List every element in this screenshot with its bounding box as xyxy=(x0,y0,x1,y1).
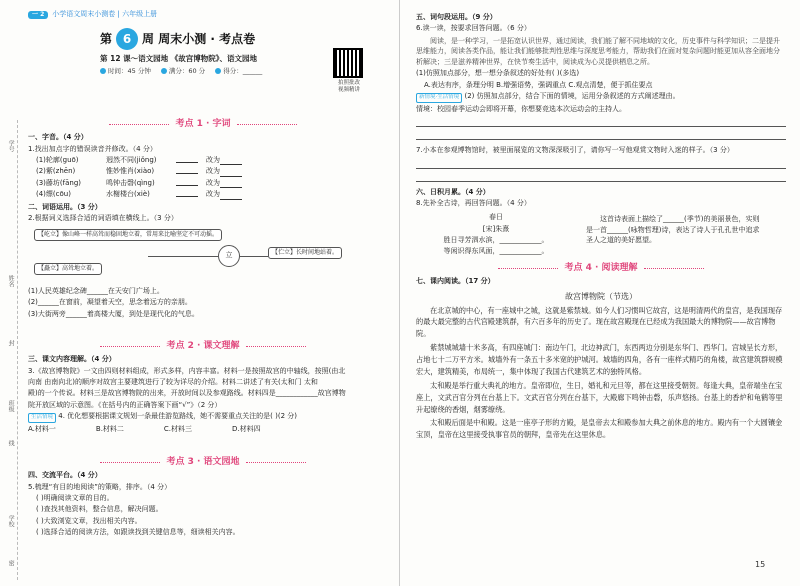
question-3-line2: 向南 由南向北)的顺序对故宫主要建筑进行了较为详尽的介绍。材料二讲述了有关(太和门 太和 xyxy=(28,378,318,387)
pinyin-item: (1)轮廓(guō) xyxy=(36,156,79,165)
question-1: 1.找出加点字的错误读音并修改。（4 分） xyxy=(28,144,157,153)
pinyin-item: (4)缥(cōu) xyxy=(36,190,71,199)
point4-header: 考点 4 · 阅读理解 xyxy=(416,262,786,274)
side-label-line: 线 xyxy=(7,440,15,446)
life-context-tag: 生活情境 xyxy=(28,413,56,422)
pen-icon xyxy=(215,68,221,74)
poem-title: 春日 xyxy=(489,213,503,222)
question-6: 6.读一读，按要求回答问题。（6 分） xyxy=(416,24,531,33)
fill-2: (2)______在窗前，凝望着天空，思念着远方的亲朋。 xyxy=(28,298,192,307)
answer-line[interactable] xyxy=(416,116,786,127)
question-6-options: A.表达有序，条理分明 B.增强语势，强调重点 C.观点清楚，便于抓住要点 xyxy=(424,80,653,89)
answer-line[interactable] xyxy=(416,129,786,140)
fix-text: 改为 xyxy=(206,156,220,165)
question-3-line3: 殿)的一个传说。材料三是故宫博物院的出来，开放时间以及参观路线。材料四是____________故宫博物 xyxy=(28,389,346,398)
qr-label: 拍照批改 视频精讲 xyxy=(337,80,360,94)
week-suffix: 周 周末小测 · 考点卷 xyxy=(142,31,256,46)
point1-header: 考点 1 · 字词 xyxy=(28,118,378,130)
question-6b-row xyxy=(416,92,786,102)
poem-block xyxy=(416,212,786,257)
score-icon xyxy=(161,68,167,74)
fill-1: (1)人民英雄纪念碑______在天安门广场上。 xyxy=(28,286,164,295)
fix-text: 改为 xyxy=(206,167,220,176)
fix-text: 改为 xyxy=(206,178,220,187)
fill-3: (3)大街两旁______着高楼大厦，到处是现代化的气息。 xyxy=(28,309,199,318)
question-6a: (1)仿照加点部分，想一想分条叙述的好处有( )(多选) xyxy=(416,69,580,78)
poem-author: [宋]朱熹 xyxy=(482,224,510,233)
fix-label xyxy=(206,179,266,188)
article xyxy=(416,305,786,442)
point2-header: 考点 2 · 课文理解 xyxy=(28,340,378,352)
section-6-title: 六、日积月累。（4 分） xyxy=(416,187,490,196)
side-label-id: 学号 xyxy=(7,140,15,152)
page-number: 15 xyxy=(755,560,766,569)
point1-section xyxy=(28,118,378,319)
answer-blank[interactable] xyxy=(176,190,198,197)
article-title: 故宫博物院（节选） xyxy=(565,291,637,301)
answer-blank[interactable] xyxy=(176,167,198,174)
week-prefix: 第 xyxy=(100,31,113,46)
page-title xyxy=(100,28,330,50)
meta-row xyxy=(100,67,330,76)
question-7: 7.小本在参观博物馆时，被里面展览的文物深深吸引了，请你写一写他观赏文物时入迷的样子。（3 分） xyxy=(416,146,734,155)
score-meta xyxy=(161,67,205,76)
center-char: 立 xyxy=(218,245,240,267)
pinyin-item: (2)紫(zhēn) xyxy=(36,167,76,176)
pinyin-item: 鸣钟击磬(qìng) xyxy=(106,178,155,187)
article-paragraph-2: 紫禁城城墙十米多高，有四座城门：南边午门，北边神武门，东西两边分别是东华门、西华门。宫城呈长方形，占地七十二万平方米。城墙外有一条五十多米宽的护城河。城墙的四角，各有一座样式精巧的角楼，故宫建筑群规模宏大，建筑精美，布局统一，集中体现了我国古代建筑艺术的独特风格。 xyxy=(416,343,783,376)
fix-text: 改为 xyxy=(206,190,220,199)
clock-icon xyxy=(100,68,106,74)
time-text: 时间：45 分钟 xyxy=(108,67,151,76)
passage-6: 阅读，是一种学习，一是拓宽认识世界，通过阅读，我们能了解不同地域的文化，历史事件与科学知识；二是提升思维能力，阅读各类作品，能让我们能够批判性思维与深度思考能力，帮助我们在面对复杂问题时能更加从容全面地分析解决；三是滋养精神世界，在快节奏生活中，阅读成为心灵提供栖息之所。 xyxy=(416,36,780,66)
article-paragraph-3: 太和殿是举行重大典礼的地方。皇帝即位，生日，婚礼和元旦等，都在这里接受朝贺。每逢大典，皇帝端坐在宝座上，文武百官分列在台基上下。文武百官分列在台基下，大殿廊下鸣钟击磬，乐声悠扬。台基上的香炉和龟鹤等里升起缭绕的香烟，烟雾缭绕。 xyxy=(416,380,783,414)
option-c[interactable]: C.材料三 xyxy=(163,424,193,433)
question-2: 2.根据词义选择合适的词语填在横线上。（3 分） xyxy=(28,214,178,223)
section-5 xyxy=(416,10,786,441)
step-1: ( )明确阅读文章的目的。 xyxy=(36,494,114,503)
answer-blank[interactable] xyxy=(176,179,198,186)
side-label-secret: 密 xyxy=(7,560,15,566)
question-3-line4: 院开放区域的示意图。《在括号内的正确答案下画“√”》（2 分） xyxy=(28,400,222,409)
question-6b: (2) 仿照加点部分，结合下面的情境，运用分条叙述的方式阐述理由。 xyxy=(464,92,680,101)
poem-line-1: 胜日寻芳泗水滨，____________。 xyxy=(443,235,549,244)
question-6b-context: 情境：校园春季运动会即将开幕，你想要竞选本次运动会的主持人。 xyxy=(416,104,626,113)
step-3: ( )大致浏览文章，找出相关内容。 xyxy=(36,516,142,525)
section-4-title: 四、交流平台。（4 分） xyxy=(28,471,102,480)
pinyin-item: 水榭楼台(xiè) xyxy=(106,190,150,199)
series-badge: 一 2 xyxy=(28,11,48,19)
option-b[interactable]: B.材料二 xyxy=(95,424,124,433)
answer-line[interactable] xyxy=(416,171,786,182)
answer-blank[interactable] xyxy=(220,158,242,165)
point2-section xyxy=(28,340,378,434)
section-1-title: 一、字音。（4 分） xyxy=(28,133,88,142)
series-bar xyxy=(28,8,157,22)
answer-blank[interactable] xyxy=(220,193,242,200)
step-4: ( )选择合适的阅读方法，如跟读找到关键信息等，细读相关内容。 xyxy=(36,528,240,537)
poem-question: 这首诗表面上描绘了______(季节)的美丽景色，实则是一首______(咏物哲理)诗，表达了诗人于孔孔世中追求圣人之道的美好愿望。 xyxy=(586,215,760,245)
time-meta xyxy=(100,67,151,76)
answer-line[interactable] xyxy=(416,158,786,169)
meaning-box-2: 【矗立】高耸地立着。 xyxy=(34,263,102,275)
fix-label xyxy=(206,190,266,199)
article-paragraph-1: 在北京城的中心，有一座城中之城，这就是紫禁城。如今人们习惯叫它故宫，这是明清两代的皇宫，是我国现存的最大最完整的古代宫殿建筑群，有六百多年的历史了。现在故宫殿现在已经成为我国最大的博物院——故宫博物院。 xyxy=(416,305,783,339)
lesson-scope: 第 12 课～语文园地 《故宫博物院》、语文园地 xyxy=(100,54,258,63)
article-paragraph-4: 太和殿后面是中和殿。这是一座亭子形的方殿，是皇帝去太和殿参加大典之前休息的地方。殿内有一个大圆镶金宝顶，皇帝在这里接受执事官员的朝拜，皇帝先在这里休息。 xyxy=(416,418,783,440)
fix-label xyxy=(206,156,266,165)
question-4-row xyxy=(28,412,378,422)
step-2: ( )查找其他资料，整合信息，解决问题。 xyxy=(36,505,163,514)
week-number: 6 xyxy=(116,28,138,50)
question-3-line1: 3.《故宫博物院》一文由四则材料组成，形式多样，内容丰富。材料一是按照故宫的中轴线，按照(由北 xyxy=(28,366,346,375)
side-label-name: 姓名 xyxy=(7,275,15,287)
answer-blank[interactable] xyxy=(176,156,198,163)
option-a[interactable]: A.材料一 xyxy=(28,424,56,433)
question-8: 8.先补全古诗，再回答问题。（4 分） xyxy=(416,198,531,207)
question-4: 4. 优化想要根据课文规划一条最佳游览路线，她不需要重点关注的是( )(2 分) xyxy=(58,412,297,421)
pinyin-grid xyxy=(36,156,378,200)
connector-line xyxy=(240,256,268,257)
poem-line-2: 等闲识得东风面，____________。 xyxy=(443,246,549,255)
option-d[interactable]: D.材料四 xyxy=(232,424,261,433)
score-text: 满分：60 分 xyxy=(168,67,206,76)
poem xyxy=(416,212,576,257)
meaning-box-1: 【屹立】像山峰一样高耸而稳固地立着，常用来比喻坚定不可动摇。 xyxy=(34,229,222,241)
qr-code[interactable] xyxy=(333,48,363,78)
fix-label xyxy=(206,167,266,176)
section-3-title: 三、课文内容理解。（4 分） xyxy=(28,355,116,364)
section-2-title: 二、词语运用。（3 分） xyxy=(28,202,102,211)
pinyin-item: 迥然不同(jiǒng) xyxy=(106,156,157,165)
meaning-box-3: 【伫立】长时间地站着。 xyxy=(268,247,342,259)
section-7-title: 七、课内阅读。（17 分） xyxy=(416,277,495,286)
side-label-class: 班级 xyxy=(7,400,15,412)
pinyin-item: 惟妙惟肖(xiào) xyxy=(106,167,155,176)
series-title: 小学语文周末小测卷 | 六年级上册 xyxy=(52,10,158,19)
side-label-seal: 封 xyxy=(7,340,15,346)
answer-blank[interactable] xyxy=(220,170,242,177)
point3-section xyxy=(28,456,378,538)
new-context-tag: 新情境·生活情境 xyxy=(416,93,462,102)
paper-header xyxy=(100,28,330,76)
got-meta xyxy=(215,67,262,76)
question-5: 5.梳理“有目的地阅读”的策略，排序。（4 分） xyxy=(28,482,172,491)
options-row xyxy=(28,425,378,434)
word-meaning-diagram xyxy=(28,227,378,285)
binding-strip xyxy=(4,120,18,580)
got-text: 得分：______ xyxy=(223,67,263,76)
side-label-school: 学校 xyxy=(7,515,15,527)
point3-header: 考点 3 · 语文园地 xyxy=(28,456,378,468)
right-page xyxy=(400,0,800,586)
section-5-title: 五、词句段运用。（9 分） xyxy=(416,13,497,21)
answer-blank[interactable] xyxy=(220,181,242,188)
pinyin-item: (3)藤坊(fāng) xyxy=(36,178,82,187)
connector-line xyxy=(148,256,218,257)
